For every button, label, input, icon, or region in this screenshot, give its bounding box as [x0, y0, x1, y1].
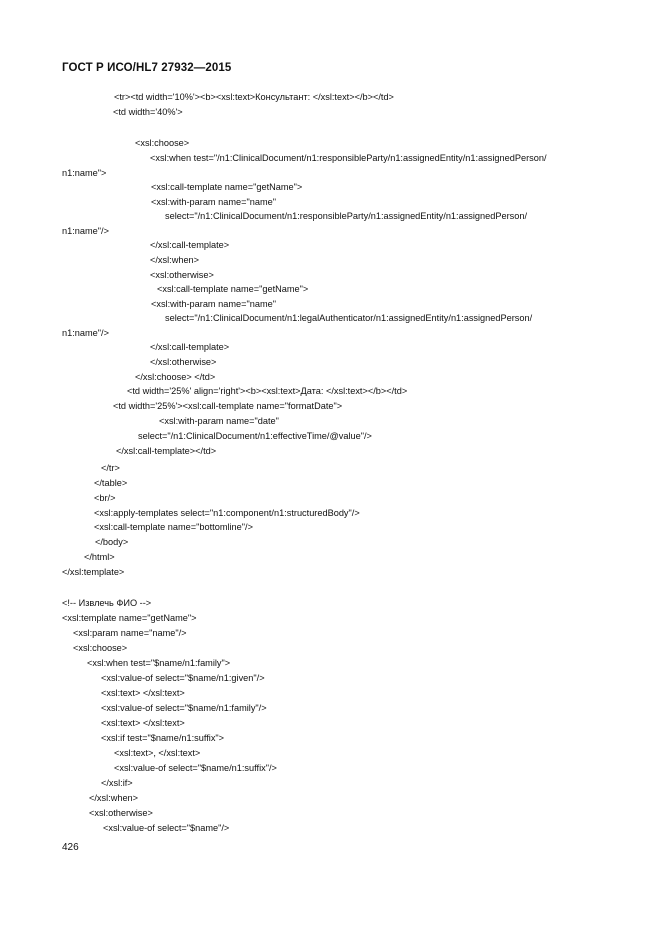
code-line: <xsl:with-param name="name" [151, 299, 276, 309]
code-line: <xsl:value-of select="$name"/> [103, 823, 230, 833]
code-line: select="/n1:ClinicalDocument/n1:effectiveTime/@value"/> [138, 431, 372, 441]
code-line: </xsl:if> [101, 778, 133, 788]
code-line: </body> [95, 537, 129, 547]
code-line: select="/n1:ClinicalDocument/n1:responsibleParty/n1:assignedEntity/n1:assignedPerson/ [165, 211, 528, 221]
code-line: <td width='40%'> [113, 107, 183, 117]
code-line: <td width='25%' align='right'><b><xsl:text>Дата: </xsl:text></b></td> [127, 386, 408, 396]
code-line: <xsl:choose> [73, 643, 128, 653]
code-line: <xsl:otherwise> [150, 270, 214, 280]
code-line: <xsl:value-of select="$name/n1:suffix"/> [114, 763, 277, 773]
code-line: <xsl:template name="getName"> [62, 613, 197, 623]
document-header: ГОСТ Р ИСО/HL7 27932—2015 [62, 62, 232, 74]
code-line: <xsl:otherwise> [89, 808, 153, 818]
code-line: </table> [94, 478, 128, 488]
code-line: <xsl:text> </xsl:text> [101, 718, 185, 728]
code-line: n1:name"/> [62, 328, 109, 338]
code-line: <xsl:text> </xsl:text> [101, 688, 185, 698]
code-line: <br/> [94, 493, 116, 503]
code-line: <xsl:when test="$name/n1:family"> [87, 658, 231, 668]
code-line: <xsl:call-template name="getName"> [157, 284, 309, 294]
code-line: <xsl:call-template name="getName"> [151, 182, 303, 192]
code-line: <xsl:value-of select="$name/n1:given"/> [101, 673, 265, 683]
code-line: </xsl:call-template> [150, 240, 230, 250]
code-line: <xsl:text>, </xsl:text> [114, 748, 201, 758]
code-line: <xsl:with-param name="date" [159, 416, 279, 426]
code-line: <tr><td width='10%'><b><xsl:text>Консультант: </xsl:text></b></td> [114, 92, 394, 102]
code-line: </xsl:otherwise> [150, 357, 217, 367]
code-line: select="/n1:ClinicalDocument/n1:legalAuthenticator/n1:assignedEntity/n1:assignedPerson/ [165, 313, 533, 323]
code-line: </xsl:choose> </td> [135, 372, 216, 382]
code-line: <xsl:value-of select="$name/n1:family"/> [101, 703, 267, 713]
code-line: <xsl:when test="/n1:ClinicalDocument/n1:responsibleParty/n1:assignedEntity/n1:assignedPerson/ [150, 153, 547, 163]
code-line: </xsl:when> [89, 793, 139, 803]
code-line: n1:name"> [62, 168, 107, 178]
code-line: </tr> [101, 463, 120, 473]
code-line: <xsl:if test="$name/n1:suffix"> [101, 733, 225, 743]
code-line: <xsl:with-param name="name" [151, 197, 276, 207]
code-line: </xsl:template> [62, 567, 125, 577]
code-line: </html> [84, 552, 115, 562]
code-line: <xsl:param name="name"/> [73, 628, 187, 638]
code-line: <!-- Извлечь ФИО --> [62, 598, 152, 608]
code-line: </xsl:call-template></td> [116, 446, 217, 456]
code-line: <xsl:call-template name="bottomline"/> [94, 522, 253, 532]
code-line: <xsl:apply-templates select="n1:component/n1:structuredBody"/> [94, 508, 360, 518]
code-line: </xsl:call-template> [150, 342, 230, 352]
code-line: </xsl:when> [150, 255, 200, 265]
page-number: 426 [62, 842, 79, 853]
code-line: n1:name"/> [62, 226, 109, 236]
code-line: <xsl:choose> [135, 138, 190, 148]
code-line: <td width='25%'><xsl:call-template name="formatDate"> [113, 401, 343, 411]
